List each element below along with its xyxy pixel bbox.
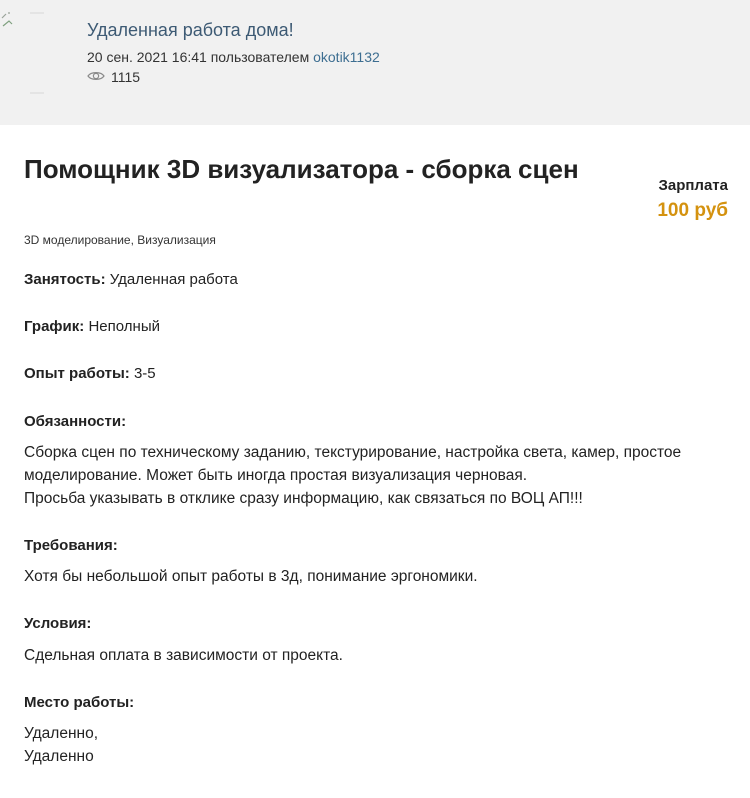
location-heading: Место работы: (24, 694, 135, 711)
requirements-text: Хотя бы небольшой опыт работы в 3д, понимание эргономики. (24, 568, 478, 585)
job-categories: 3D моделирование, Визуализация (24, 233, 216, 247)
location-text (24, 722, 724, 768)
job-title: Помощник 3D визуализатора - сборка сцен (24, 154, 579, 184)
topic-meta (87, 49, 380, 65)
schedule-value: Неполный (88, 318, 160, 335)
broken-image-icon[interactable] (0, 12, 46, 94)
location-line: Удаленно (24, 748, 94, 765)
schedule-label: График: (24, 318, 85, 335)
requirements-heading: Требования: (24, 537, 118, 554)
duties-line: Сборка сцен по техническому заданию, текстурирование, настройка света, камер, простое (24, 444, 682, 461)
topic-by-label: пользователем (210, 49, 310, 65)
employment-label: Занятость: (24, 271, 106, 288)
employment-value: Удаленная работа (109, 271, 238, 288)
salary-label: Зарплата (658, 177, 728, 194)
experience-row (24, 365, 156, 382)
location-line: Удаленно, (24, 725, 99, 742)
eye-icon (87, 69, 105, 85)
employment-row (24, 271, 238, 288)
experience-value: 3-5 (133, 365, 156, 382)
topic-date: 20 сен. 2021 16:41 (87, 49, 207, 65)
duties-text (24, 441, 724, 510)
salary-value: 100 руб (657, 200, 728, 221)
duties-line: Просьба указывать в отклике сразу информацию, как связаться по ВОЦ АП!!! (24, 490, 583, 507)
conditions-text: Сдельная оплата в зависимости от проекта. (24, 647, 343, 664)
view-counter (87, 69, 140, 85)
topic-title-link[interactable]: Удаленная работа дома! (87, 20, 294, 40)
duties-line: моделирование. Может быть иногда простая визуализация черновая. (24, 467, 528, 484)
author-link[interactable]: okotik1132 (313, 49, 380, 65)
schedule-row (24, 318, 160, 335)
duties-heading: Обязанности: (24, 413, 127, 430)
view-count: 1115 (111, 69, 141, 85)
topic-header (0, 0, 750, 125)
conditions-heading: Условия: (24, 615, 92, 632)
experience-label: Опыт работы: (24, 365, 130, 382)
